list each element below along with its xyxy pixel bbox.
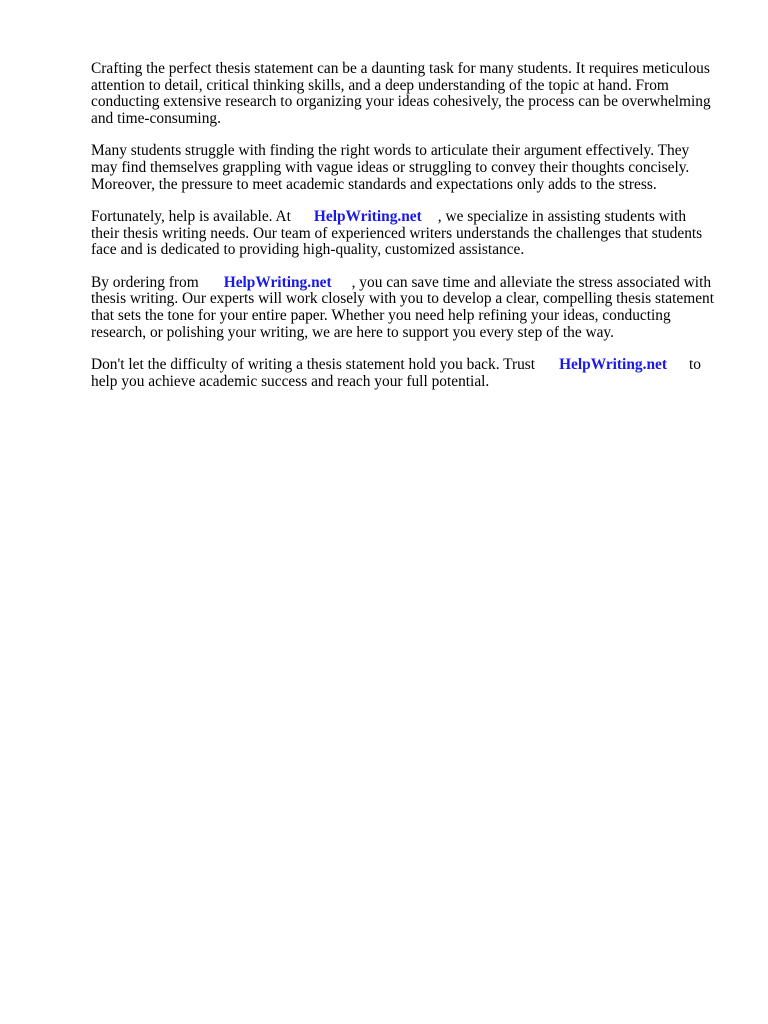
helpwriting-link[interactable]: HelpWriting.net — [559, 355, 667, 373]
text-segment: By ordering from — [91, 273, 199, 291]
helpwriting-link[interactable]: HelpWriting.net — [223, 273, 332, 291]
text-line: conducting extensive research to organizing your ideas cohesively, the process can be overwhelming — [91, 93, 711, 111]
text-line: help you achieve academic success and reach your full potential. — [91, 372, 490, 390]
text-line: that sets the tone for your entire paper. Whether you need help refining your ideas, conducting — [91, 306, 671, 324]
text-line: thesis writing. Our experts will work closely with you to develop a clear, compelling thesis statement — [91, 290, 714, 308]
text-line: research, or polishing your writing, we are here to support you every step of the way. — [91, 323, 614, 341]
paragraph-ordering — [91, 275, 726, 342]
text-line: may find themselves grappling with vague ideas or struggling to convey their thoughts concisely. — [91, 159, 690, 177]
text-line: their thesis writing needs. Our team of experienced writers understands the challenges that students — [91, 224, 703, 242]
text-segment: , you can save time and alleviate the stress associated with — [351, 273, 712, 291]
text-line: and time-consuming. — [91, 110, 221, 128]
paragraph-struggle — [91, 143, 726, 193]
paragraph-intro — [91, 61, 726, 128]
paragraph-help-available — [91, 209, 726, 259]
text-segment: , we specialize in assisting students with — [437, 207, 687, 225]
paragraph-closing — [91, 357, 726, 390]
text-segment: to — [688, 355, 701, 373]
helpwriting-link[interactable]: HelpWriting.net — [313, 207, 422, 225]
text-line: Crafting the perfect thesis statement can be a daunting task for many students. It requires meticulous — [91, 60, 710, 77]
text-segment: Don't let the difficulty of writing a thesis statement hold you back. Trust — [91, 355, 536, 373]
text-line: face and is dedicated to providing high-quality, customized assistance. — [91, 241, 525, 259]
document-body — [91, 61, 726, 406]
text-line: attention to detail, critical thinking skills, and a deep understanding of the topic at hand. From — [91, 76, 669, 94]
text-line: Moreover, the pressure to meet academic standards and expectations only adds to the stress. — [91, 175, 657, 193]
text-line: Many students struggle with finding the right words to articulate their argument effectively. They — [91, 142, 690, 160]
text-segment: Fortunately, help is available. At — [91, 207, 291, 225]
